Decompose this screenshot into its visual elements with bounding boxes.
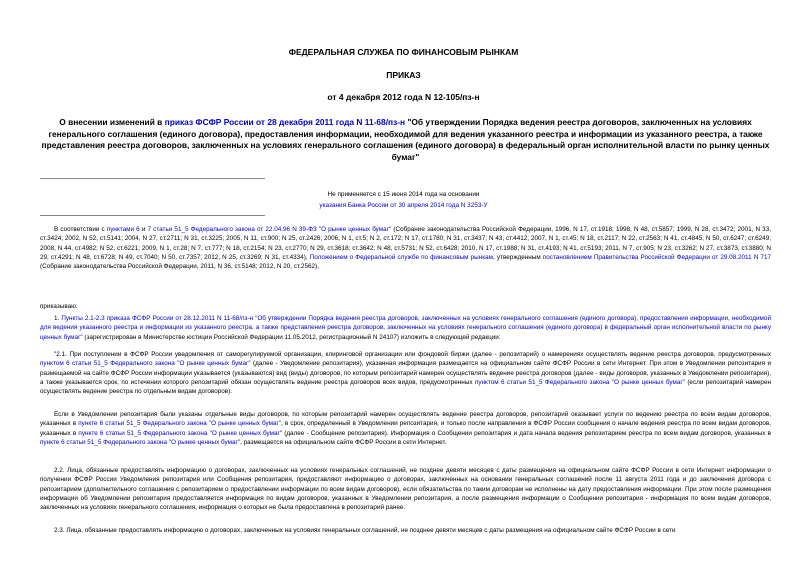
link-point-6-article[interactable]: пункте 6 статьи 51_5 Федерального закона "О рынке ценных бумаг": [40, 438, 241, 446]
p21b-text: , в срок, определенный в Уведомлении репозитария, и только после направления в ФСФР России сообщения о начале ведения реестра по всем видам договоров, указанных в: [40, 420, 772, 437]
link-federal-law[interactable]: 7 статьи 51_5 Федерального закона от 22.04.96 N 39-ФЗ "О рынке ценных бумаг": [147, 226, 392, 233]
validity-notice: [0, 189, 807, 211]
paragraph-item-1: [40, 314, 771, 342]
p21b-text: (далее - Сообщение репозитария). Информация о Сообщении репозитария и дата начала ведения репозитарием реестра по всем видам договоров, указанных в: [282, 429, 771, 437]
link-regulation[interactable]: Положением о Федеральной службе по финансовым рынкам: [309, 253, 494, 261]
link-points-6[interactable]: пунктами 6: [106, 226, 140, 233]
link-government-decree[interactable]: постановлением Правительства Российской Федерации от 29.08.2011 N 717: [542, 253, 771, 261]
p21-text: (далее - Уведомление репозитария), указанная информация размещается на официальном сайте ФСФР России в сети Интернет. При этом в Уведомлении репозитария и размещаемой на сайте ФСФР России информации указывается (указываются) вид (виды) договоров, по которым репозитарий намерен осуществлять ведение реестра договоров (далее - виды договоров, указанных в Уведомлении репозитария), а также указывается срок, по истечении которого репозитарий обязан осуществлять ведение реестра договоров всех видов, предусмотренных: [40, 360, 771, 386]
document-title: [40, 117, 771, 163]
agency-name: ФЕДЕРАЛЬНАЯ СЛУЖБА ПО ФИНАНСОВЫМ РЫНКАМ: [288, 47, 519, 57]
paragraph-2-2: 2.2. Лица, обязанные предоставлять информацию о договорах, заключенных на условиях генеральных соглашений, не позднее девяти месяцев с даты размещения на официальном сайте ФСФР России в сети Интернет информации о получении ФСФР России Уведомления репозитария или Сообщения репозитария, предоставляют информацию о договорах, заключенных на основании генеральных соглашений после 11 августа 2011 года и до заключения договора с репозитарием (дополнительного соглашения с репозитарием о предоставлении информации по всем видам договоров), если обязательства по таким договорам не исполнены на дату предоставления информации. При этом после размещения информации об Уведомлении репозитария предоставляется информация по видам договоров, указанных в Уведомлении репозитария, а после размещения информации о Сообщении репозитария - информация по всем видам договоров, заключенных на условиях генерального соглашения, информация о которых не была предоставлена в репозитарий ранее.: [40, 467, 771, 512]
paragraph-2-1-cont: [40, 410, 771, 447]
link-order-points[interactable]: Пункты 2.1-2.3 приказа ФСФР России от 28.12.2011 N 11-68/пз-н "Об утверждении Порядка ведения реестра договоров, заключенных на условиях генерального соглашения (единого договора), предоставления информации, необходимой для ведения указанного реестра и информации из указанного реестра, а также представления реестра договоров, заключенных на условиях генерального соглашения (единого договора) в федеральный орган исполнительной власти по рынку ценных бумаг": [40, 315, 771, 341]
paragraph-2-3: 2.3. Лица, обязанные предоставлять информацию о договорах, заключенных на условиях генеральных соглашений, не позднее девяти месяцев с даты размещения на официальном сайте ФСФР России в сети: [54, 527, 676, 534]
item-1-text: (зарегистрирован в Министерстве юстиции Российской Федерации 11.05.2012, регистрационный N 24107) изложить в следующей редакции:: [82, 333, 501, 341]
link-point-6-article[interactable]: пункте 6 статьи 51_5 Федерального закона "О рынке ценных бумаг": [78, 420, 282, 428]
preamble-text: , утвержденным: [493, 253, 543, 261]
paragraph-preamble: [40, 225, 771, 271]
document-type: ПРИКАЗ: [386, 70, 421, 80]
link-point-6-article[interactable]: пункте 6 статьи 51_5 Федерального закона "О рынке ценных бумаг": [78, 429, 283, 437]
link-point-6-article[interactable]: пунктом 6 статьи 51_5 Федерального закона "О рынке ценных бумаг": [474, 378, 685, 386]
title-link[interactable]: приказ ФСФР России от 28 декабря 2011 года N 11-68/пз-н: [164, 117, 406, 127]
p21-text: (если репозитарий намерен осуществлять ведение реестра по отдельным видам договоров).: [40, 378, 771, 396]
item-1-number: 1.: [54, 315, 62, 322]
link-point-6-article[interactable]: пунктом 6 статьи 51_5 Федерального закона "О рынке ценных бумаг": [40, 360, 251, 368]
divider-bottom: [40, 215, 265, 216]
paragraph-2-1: [40, 350, 771, 396]
p21-text: "2.1. При поступлении в ФСФР России уведомления от саморегулируемой организации, клиринговой организации или фондовой биржи (далее - репозитарий) о намерениях осуществлять ведение реестра договоров, предусмотренных: [54, 351, 771, 358]
title-prefix: О внесении изменений в: [59, 117, 165, 127]
preamble-text: и: [139, 226, 148, 233]
preamble-text: В соответствии с: [54, 226, 107, 233]
notice-text: Не применяется с 15 июня 2014 года на основании: [327, 191, 480, 198]
divider-top: [40, 178, 265, 179]
document-date-number: от 4 декабря 2012 года N 12-105/пз-н: [327, 92, 480, 102]
preamble-text: (Собрание законодательства Российской Федерации, 2011, N 36, ст.5148; 2012, N 20, ст.2562),: [40, 263, 319, 271]
notice-link[interactable]: указания Банка России от 30 апреля 2014 года N 3253-У: [319, 202, 488, 209]
p21b-text: , размещается на официальном сайте ФСФР России в сети Интернет.: [240, 438, 447, 446]
paragraph-order-word: приказываю:: [40, 303, 78, 310]
p21b-text: Если в Уведомлении репозитария были указаны отдельные виды договоров, по которым репозитарий намерен осуществлять ведение реестра договоров, репозитарий оказывает услуги по ведению реестра по всем видам договоров, указанных в: [40, 411, 771, 428]
title-rest: "Об утверждении Порядка ведения реестра договоров, заключенных на условиях генерального соглашения (единого договора), предоставления информации, необходимой для ведения указанного реестра и информации из указанного реестра, а также представления реестра договоров, заключенных на условиях генерального соглашения (единого договора) в федеральный орган исполнительной власти по рынку ценных бумаг": [41, 117, 770, 162]
preamble-text: (Собрание законодательства Российской Федерации, 1996, N 17, ст.1918; 1998, N 48, ст.5857; 1999, N 28, ст.3472; 2001, N 33, ст.3424; 2002, N 52, ст.5141; 2004, N 27, ст.2711; N 31, ст.3225; 2005, N 11, ст.900; N 25, ст.2426; 2006, N 1, ст.5; N 2, ст.172; N 17, ст.1780; N 31, ст.3437; N 43, ст.4412; 2007, N 1, ст.45; N 18, ст.2117; N 22, ст.2563; N 41, ст.4845; N 50, ст.6247; ст.6249; 2008, N 44, ст.4982; N 52, ст.6221; 2009, N 1, ст.28; N 7, ст.777; N 18, ст.2154; N 23, ст.2770; N 29, ст.3618; ст.3642; N 48, ст.5731; N 52, ст.6428; 2010, N 17, ст.1988; N 31, ст.4193; N 41, ст.5193; 2011, N 7, ст.905; N 23, ст.3262; N 27, ст.3873, ст.3880; N 29, ст.4291; N 48, ст.6728; N 49, ст.7040; N 50, ст.7357; 2012, N 25, ст.3269; N 31, ст.4334),: [40, 226, 771, 261]
